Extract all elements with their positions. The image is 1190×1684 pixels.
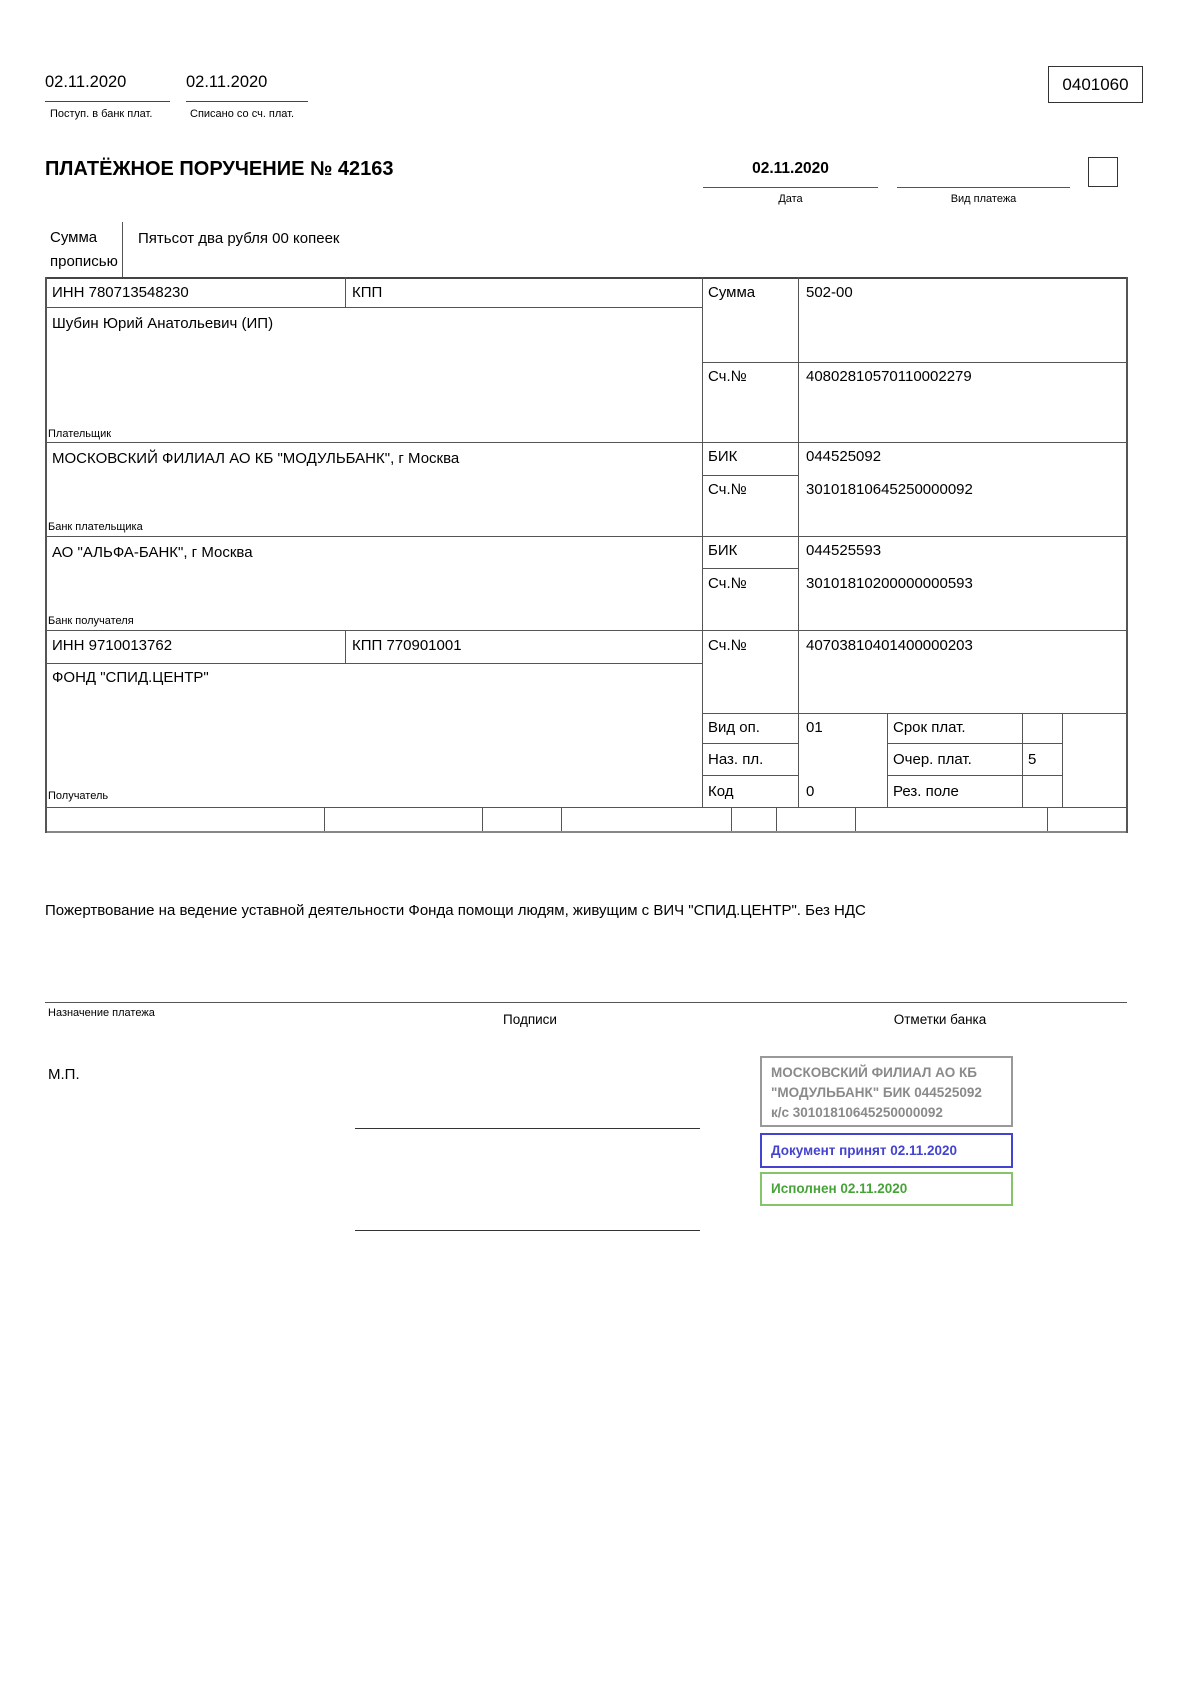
- table-top-border: [45, 277, 1127, 279]
- grid-col4-divider: [1062, 713, 1063, 807]
- payer-section-border: [45, 442, 1127, 443]
- beneficiary-bank-section-label: Банк получателя: [48, 615, 134, 627]
- payer-bank-account-label: Сч.№: [708, 481, 747, 498]
- beneficiary-bank-name: АО "АЛЬФА-БАНК", г Москва: [52, 544, 253, 561]
- date-label: Дата: [778, 193, 803, 205]
- payment-type-box: [1088, 157, 1118, 187]
- received-in-bank-date: 02.11.2020: [45, 73, 127, 91]
- document-date: 02.11.2020: [752, 160, 829, 177]
- beneficiary-account-label: Сч.№: [708, 637, 747, 654]
- code-value: 0: [806, 783, 815, 800]
- beneficiary-bank-section-border: [45, 630, 1127, 631]
- beneficiary-name: ФОНД "СПИД.ЦЕНТР": [52, 669, 209, 686]
- payer-bank-section-label: Банк плательщика: [48, 521, 143, 533]
- payer-account-label: Сч.№: [708, 368, 747, 385]
- beneficiary-kpp: КПП 770901001: [352, 637, 462, 654]
- amount-value: 502-00: [806, 284, 853, 301]
- document-executed-stamp: [760, 1172, 1013, 1206]
- document-title: ПЛАТЁЖНОЕ ПОРУЧЕНИЕ № 42163: [45, 158, 394, 180]
- beneficiary-inn-kpp-divider: [345, 630, 346, 663]
- signatures-label: Подписи: [503, 1012, 557, 1027]
- table-bottom-border: [45, 831, 1127, 833]
- bank-stamp-box: [760, 1056, 1013, 1127]
- payer-inn: ИНН 780713548230: [52, 284, 189, 301]
- payer-account: 40802810570110002279: [806, 368, 972, 385]
- req-row-divider-5: [776, 807, 777, 831]
- priority-cell-border: [887, 775, 1062, 776]
- debited-date-underline: [186, 101, 308, 102]
- document-executed-text: Исполнен 02.11.2020: [771, 1181, 908, 1196]
- due-date-cell-border: [887, 743, 1062, 744]
- code-label: Код: [708, 783, 734, 800]
- bank-stamp-line2: "МОДУЛЬБАНК" БИК 044525092: [771, 1085, 982, 1100]
- payment-type-label: Вид платежа: [950, 193, 1017, 205]
- document-accepted-stamp: [760, 1133, 1013, 1168]
- payer-kpp: КПП: [352, 284, 383, 301]
- debited-from-account-label: Списано со сч. плат.: [190, 108, 295, 120]
- priority-label: Очер. плат.: [893, 751, 972, 768]
- beneficiary-inn-row-border: [45, 663, 703, 664]
- due-date-label: Срок плат.: [893, 719, 966, 736]
- op-type-value: 01: [806, 719, 823, 736]
- beneficiary-account: 40703810401400000203: [806, 637, 973, 654]
- debited-from-account-date: 02.11.2020: [186, 73, 268, 91]
- signature-line-1: [355, 1128, 700, 1129]
- purpose-code-label: Наз. пл.: [708, 751, 764, 768]
- purpose-section-border: [45, 1002, 1127, 1003]
- payment-type-field: [897, 160, 1070, 188]
- signature-line-2: [355, 1230, 700, 1231]
- payer-bank-name: МОСКОВСКИЙ ФИЛИАЛ АО КБ "МОДУЛЬБАНК", г Москва: [52, 450, 460, 467]
- grid-col2-divider: [887, 713, 888, 807]
- table-left-border: [45, 277, 47, 833]
- beneficiary-bank-bik-cell-border: [702, 568, 798, 569]
- beneficiary-bank-account: 30101810200000000593: [806, 575, 973, 592]
- payer-inn-row-border: [45, 307, 703, 308]
- grid-top-border: [702, 713, 1127, 714]
- req-row-divider-4: [731, 807, 732, 831]
- bank-marks-label: Отметки банка: [893, 1012, 987, 1027]
- req-row-divider-1: [324, 807, 325, 831]
- req-row-divider-6: [855, 807, 856, 831]
- payer-bank-bik-label: БИК: [708, 448, 738, 465]
- form-code: 0401060: [1062, 74, 1129, 94]
- payment-purpose-text: Пожертвование на ведение уставной деятельности Фонда помощи людям, живущим с ВИЧ "СПИД.ЦЕНТР". Без НДС: [45, 902, 866, 919]
- beneficiary-section-label: Получатель: [48, 790, 109, 802]
- payer-section-label: Плательщик: [48, 428, 112, 440]
- amount-in-words-value: Пятьсот два рубля 00 копеек: [138, 230, 340, 247]
- op-type-label: Вид оп.: [708, 719, 760, 736]
- beneficiary-bank-bik: 044525593: [806, 542, 882, 559]
- beneficiary-inn: ИНН 9710013762: [52, 637, 173, 654]
- stamp-place-label: М.П.: [48, 1066, 80, 1083]
- label-value-divider: [798, 277, 799, 807]
- amount-in-words-label: Сумма прописью: [50, 229, 118, 270]
- payer-bank-section-border: [45, 536, 1127, 537]
- payer-name: Шубин Юрий Анатольевич (ИП): [52, 315, 274, 332]
- grid-col3-divider: [1022, 713, 1023, 807]
- req-row-divider-2: [482, 807, 483, 831]
- payer-bank-account: 30101810645250000092: [806, 481, 973, 498]
- payer-inn-kpp-divider: [345, 277, 346, 307]
- document-accepted-text: Документ принят 02.11.2020: [771, 1142, 958, 1158]
- op-type-cell-border: [702, 743, 798, 744]
- beneficiary-bank-bik-label: БИК: [708, 542, 738, 559]
- beneficiary-bank-account-label: Сч.№: [708, 575, 747, 592]
- payer-bank-bik-cell-border: [702, 475, 798, 476]
- amount-row-border: [702, 362, 1127, 363]
- priority-value: 5: [1028, 751, 1037, 768]
- req-row-divider-7: [1047, 807, 1048, 831]
- purpose-section-label: Назначение платежа: [48, 1007, 155, 1019]
- received-in-bank-label: Поступ. в банк плат.: [50, 108, 153, 120]
- amount-words-divider: [122, 222, 123, 278]
- bank-stamp-line3: к/с 30101810645250000092: [771, 1105, 943, 1120]
- req-row-divider-3: [561, 807, 562, 831]
- payer-bank-bik: 044525092: [806, 448, 882, 465]
- document-date-field: [703, 160, 878, 188]
- beneficiary-section-border: [45, 807, 1127, 808]
- received-date-underline: [45, 101, 170, 102]
- main-column-divider: [702, 277, 703, 807]
- bank-stamp-line1: МОСКОВСКИЙ ФИЛИАЛ АО КБ: [771, 1065, 977, 1080]
- amount-label: Сумма: [708, 284, 756, 301]
- purpose-code-cell-border: [702, 775, 798, 776]
- reserve-field-label: Рез. поле: [893, 783, 959, 800]
- form-code-box: [1048, 66, 1143, 103]
- table-right-border: [1126, 277, 1128, 833]
